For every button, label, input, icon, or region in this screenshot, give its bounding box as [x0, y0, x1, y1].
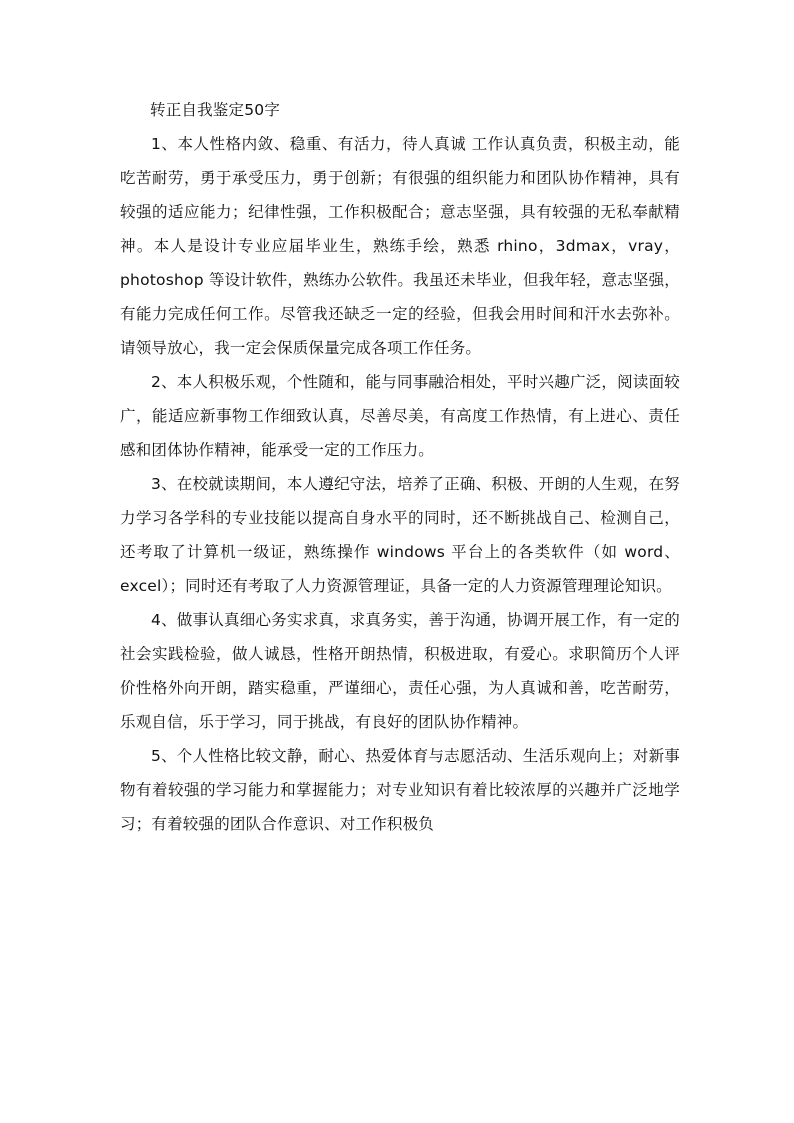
document-body [120, 93, 680, 841]
paragraph-1: 1、本人性格内敛、稳重、有活力，待人真诚 工作认真负责，积极主动，能吃苦耐劳，勇于承受压力，勇于创新；有很强的组织能力和团队协作精神，具有较强的适应能力；纪律性强，工作积极配合；意志坚强，具有较强的无私奉献精神。本人是设计专业应届毕业生，熟练手绘，熟悉 rhino，3dmax，vray，photoshop 等设计软件，熟练办公软件。我虽还未毕业，但我年轻，意志坚强，有能力完成任何工作。尽管我还缺乏一定的经验，但我会用时间和汗水去弥补。请领导放心，我一定会保质保量完成各项工作任务。 [120, 135, 680, 357]
paragraph-3: 3、在校就读期间，本人遵纪守法，培养了正确、积极、开朗的人生观，在努力学习各学科的专业技能以提高自身水平的同时，还不断挑战自己、检测自己，还考取了计算机一级证，熟练操作 windows 平台上的各类软件（如 word、excel）；同时还有考取了人力资源管理证，具备一定的人力资源管理理论知识。 [120, 475, 680, 595]
paragraph-4: 4、做事认真细心务实求真，求真务实，善于沟通，协调开展工作，有一定的社会实践检验，做人诚恳，性格开朗热情，积极进取，有爱心。求职简历个人评价性格外向开朗，踏实稳重，严谨细心，责任心强，为人真诚和善，吃苦耐劳，乐观自信，乐于学习，同于挑战，有良好的团队协作精神。 [120, 611, 680, 731]
document-title: 转正自我鉴定50字 [150, 101, 281, 119]
paragraph-5: 5、个人性格比较文静，耐心、热爱体育与志愿活动、生活乐观向上；对新事物有着较强的学习能力和掌握能力；对专业知识有着比较浓厚的兴趣并广泛地学习；有着较强的团队合作意识、对工作积极负 [120, 747, 680, 833]
paragraph-2: 2、本人积极乐观，个性随和，能与同事融洽相处，平时兴趣广泛，阅读面较广，能适应新事物工作细致认真，尽善尽美，有高度工作热情，有上进心、责任感和团体协作精神，能承受一定的工作压力。 [120, 373, 680, 459]
